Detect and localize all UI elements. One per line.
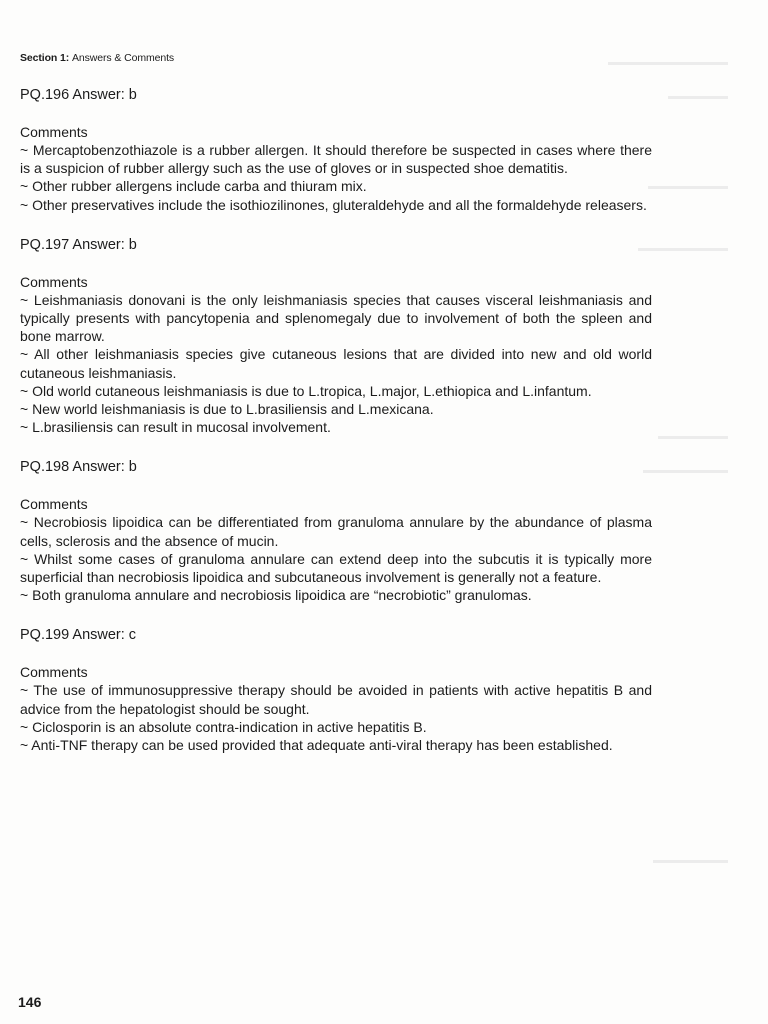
comments-label: Comments — [20, 124, 88, 140]
section-header-bold: Section 1: — [20, 52, 70, 64]
comment-bullet: ~ Necrobiosis lipoidica can be differentiated from granuloma annulare by the abundance of plasma cells, sclerosis and the absence of mucin. — [20, 514, 652, 549]
section-header-rest: Answers & Comments — [72, 52, 175, 64]
question-title: PQ.198 Answer: b — [20, 459, 137, 476]
section-header — [20, 52, 652, 64]
comment-bullet: ~ Leishmaniasis donovani is the only leishmaniasis species that causes visceral leishmaniasis and typically presents with pancytopenia and splenomegaly due to involvement of both the spleen and bone marrow. — [20, 291, 652, 345]
comments-label: Comments — [20, 496, 88, 513]
comment-bullet: ~ Anti-TNF therapy can be used provided that adequate anti-viral therapy has been established. — [20, 737, 613, 754]
question-title: PQ.196 Answer: b — [20, 87, 137, 103]
comment-bullet: ~ New world leishmaniasis is due to L.brasiliensis and L.mexicana. — [20, 401, 434, 418]
comment-bullet: ~ Other preservatives include the isothiozilinones, gluteraldehyde and all the formaldehyde releasers. — [20, 196, 647, 213]
comment-bullet: ~ Other rubber allergens include carba and thiuram mix. — [20, 178, 367, 195]
comment-bullet: ~ All other leishmaniasis species give cutaneous lesions that are divided into new and old world cutaneous leishmaniasis. — [20, 346, 652, 381]
comment-bullet: ~ L.brasiliensis can result in mucosal involvement. — [20, 419, 331, 436]
comment-bullet: ~ Whilst some cases of granuloma annulare can extend deep into the subcutis it is typically more superficial than necrobiosis lipoidica and subcutaneous involvement is generally not a feature. — [20, 550, 652, 586]
comment-bullet: ~ The use of immunosuppressive therapy should be avoided in patients with active hepatitis B and advice from the hepatologist should be sought. — [20, 682, 652, 717]
question-block — [20, 458, 652, 604]
question-block — [20, 236, 652, 437]
comments-label: Comments — [20, 273, 88, 290]
question-title: PQ.197 Answer: b — [20, 236, 137, 253]
comments-label: Comments — [20, 664, 88, 681]
comment-bullet: ~ Mercaptobenzothiazole is a rubber allergen. It should therefore be suspected in cases where there is a suspicion of rubber allergy such as the use of gloves or in suspected shoe dematitis. — [20, 142, 652, 177]
question-title: PQ.199 Answer: c — [20, 627, 137, 644]
comment-bullet: ~ Old world cutaneous leishmaniasis is due to L.tropica, L.major, L.ethiopica and L.infantum. — [20, 382, 592, 399]
page-number: 146 — [18, 994, 42, 1010]
comment-bullet: ~ Both granuloma annulare and necrobiosis lipoidica are “necrobiotic” granulomas. — [20, 587, 532, 604]
comment-bullet: ~ Ciclosporin is an absolute contra-indication in active hepatitis B. — [20, 718, 427, 735]
question-block — [20, 626, 652, 754]
document-page — [20, 52, 652, 776]
question-block — [20, 86, 652, 214]
